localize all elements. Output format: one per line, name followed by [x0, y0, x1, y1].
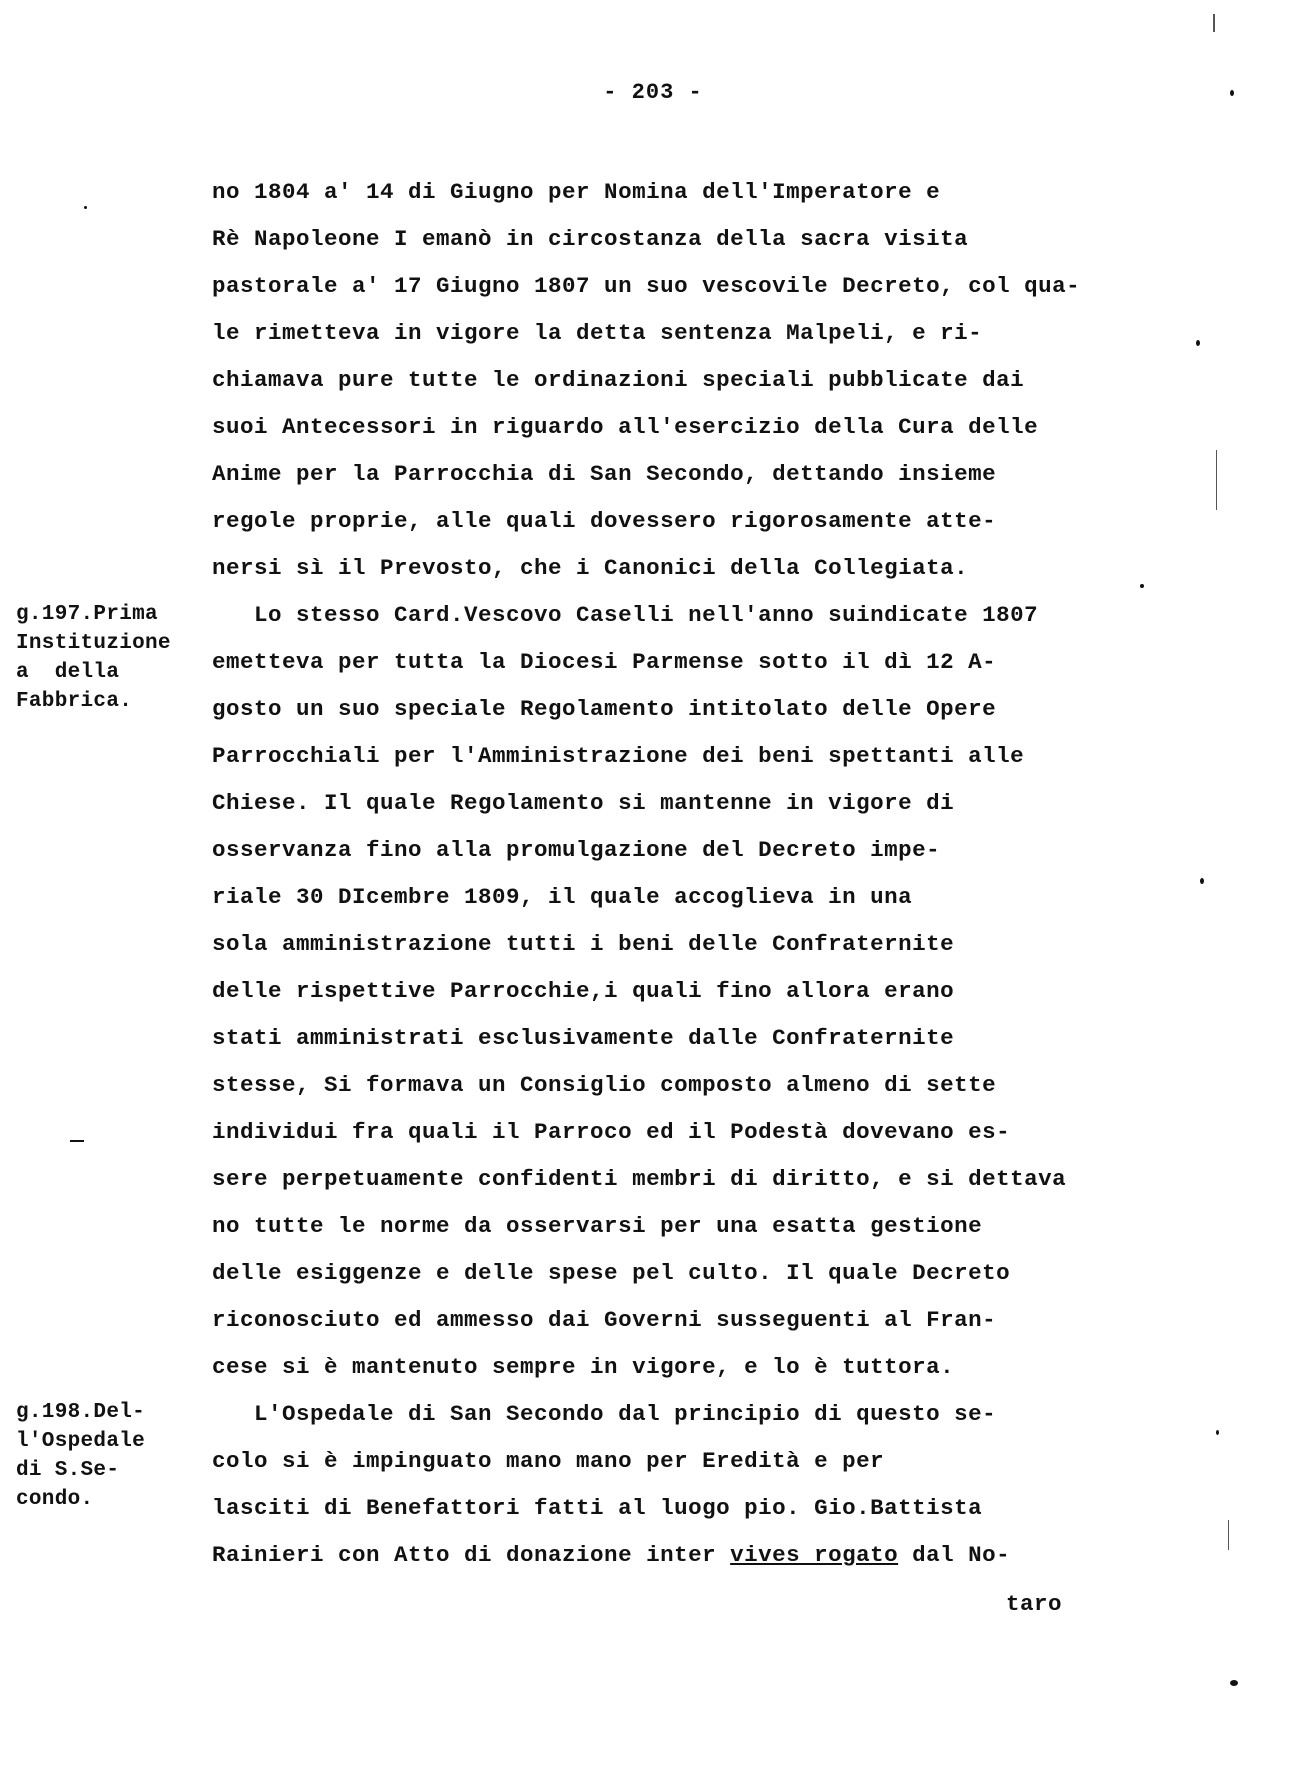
body-line: riale 30 DIcembre 1809, il quale accoglieva in una	[212, 884, 913, 910]
catchword: taro	[1006, 1591, 1063, 1617]
body-line: sola amministrazione tutti i beni delle Confraternite	[212, 931, 955, 957]
body-line: delle rispettive Parrocchie,i quali fino allora erano	[212, 978, 955, 1004]
body-line: sere perpetuamente confidenti membri di diritto, e si dettava	[212, 1166, 1067, 1192]
body-line: stati amministrati esclusivamente dalle Confraternite	[212, 1025, 955, 1051]
body-line: Chiese. Il quale Regolamento si mantenne in vigore di	[212, 790, 955, 816]
margin-note-line: g.197.Prima	[16, 603, 158, 626]
body-line: Anime per la Parrocchia di San Secondo, dettando insieme	[212, 461, 997, 487]
body-line: individui fra quali il Parroco ed il Podestà dovevano es-	[212, 1119, 1011, 1145]
body-line: cese si è mantenuto sempre in vigore, e lo è tuttora.	[212, 1354, 955, 1380]
body-line: osservanza fino alla promulgazione del Decreto impe-	[212, 837, 941, 863]
page-number: - 203 -	[603, 80, 703, 105]
body-line: nersi sì il Prevosto, che i Canonici della Collegiata.	[212, 555, 969, 581]
scan-edge-mark	[1228, 1520, 1229, 1550]
body-line: no tutte le norme da osservarsi per una esatta gestione	[212, 1213, 983, 1239]
body-line: gosto un suo speciale Regolamento intitolato delle Opere	[212, 696, 997, 722]
body-line: lasciti di Benefattori fatti al luogo pio. Gio.Battista	[212, 1495, 983, 1521]
body-line: suoi Antecessori in riguardo all'esercizio della Cura delle	[212, 414, 1039, 440]
margin-note-line: Fabbrica.	[16, 690, 133, 713]
margin-note-line: Instituzione	[16, 632, 171, 655]
body-line: regole proprie, alle quali dovessero rigorosamente atte-	[212, 508, 997, 534]
scan-edge-mark	[1216, 450, 1217, 510]
body-line: chiamava pure tutte le ordinazioni speciali pubblicate dai	[212, 367, 1025, 393]
margin-note-line: condo.	[16, 1488, 94, 1511]
body-line: Parrocchiali per l'Amministrazione dei beni spettanti alle	[212, 743, 1025, 769]
scan-speck	[1230, 90, 1234, 96]
body-line: L'Ospedale di San Secondo dal principio di questo se-	[212, 1401, 997, 1427]
last-line-after: dal No-	[898, 1542, 1011, 1568]
body-line: colo si è impinguato mano mano per Eredità e per	[212, 1448, 885, 1474]
body-line: le rimetteva in vigore la detta sentenza Malpeli, e ri-	[212, 320, 983, 346]
margin-note-line: a della	[16, 661, 120, 684]
scan-speck	[1230, 1680, 1238, 1686]
scan-edge-mark	[1213, 14, 1215, 32]
body-line: riconosciuto ed ammesso dai Governi susseguenti al Fran-	[212, 1307, 997, 1333]
margin-note-line: l'Ospedale	[16, 1430, 146, 1453]
body-line: emetteva per tutta la Diocesi Parmense sotto il dì 12 A-	[212, 649, 997, 675]
margin-note-line: g.198.Del-	[16, 1401, 146, 1424]
scan-speck	[1140, 584, 1144, 588]
scan-speck	[1200, 878, 1204, 884]
body-line: no 1804 a' 14 di Giugno per Nomina dell'Imperatore e	[212, 179, 941, 205]
body-line: Rè Napoleone I emanò in circostanza della sacra visita	[212, 226, 969, 252]
body-line: Lo stesso Card.Vescovo Caselli nell'anno suindicate 1807	[212, 602, 1039, 628]
underlined-phrase: vives rogato	[730, 1542, 899, 1568]
scan-speck	[70, 1140, 84, 1142]
body-line: stesse, Si formava un Consiglio composto almeno di sette	[212, 1072, 997, 1098]
body-line-last	[212, 1541, 1010, 1569]
body-line: delle esiggenze e delle spese pel culto. Il quale Decreto	[212, 1260, 1011, 1286]
scan-speck	[1196, 340, 1200, 346]
body-line: pastorale a' 17 Giugno 1807 un suo vescovile Decreto, col qua-	[212, 273, 1081, 299]
last-line-before: Rainieri con Atto di donazione inter	[212, 1542, 731, 1568]
margin-note-line: di S.Se-	[16, 1459, 120, 1482]
scan-speck	[1216, 1430, 1219, 1435]
scan-speck	[84, 206, 87, 209]
